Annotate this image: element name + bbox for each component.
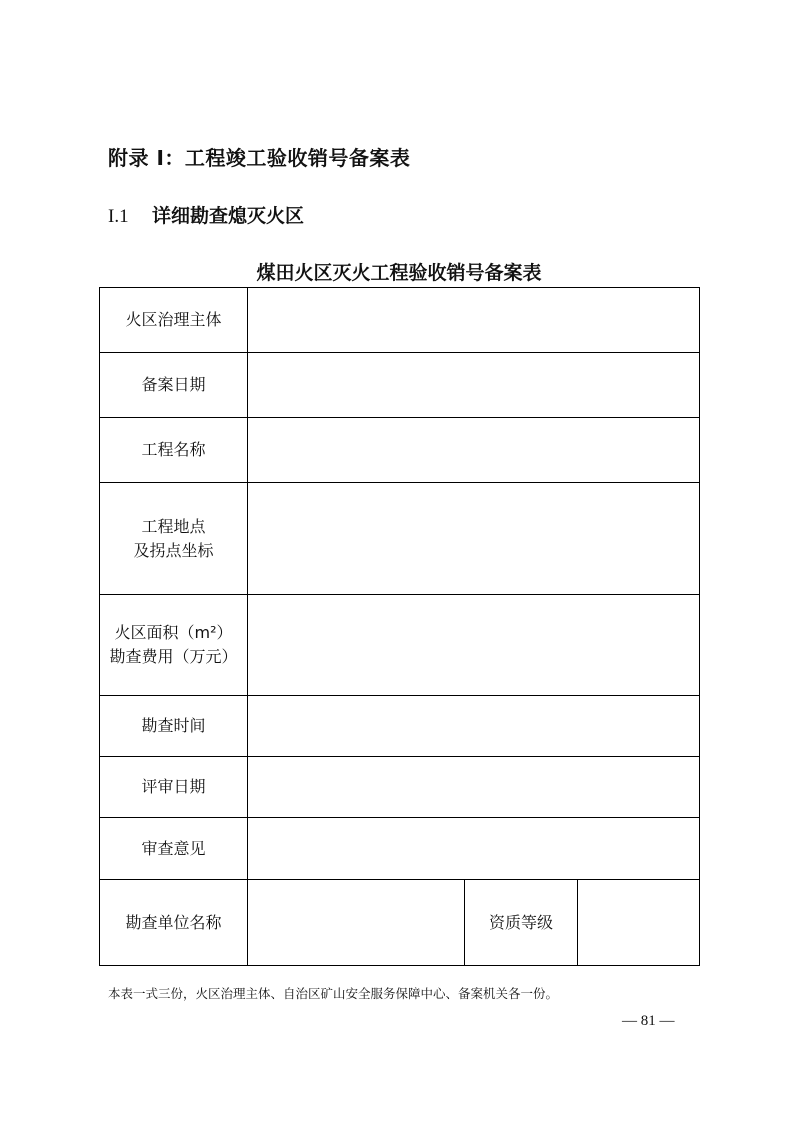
- label-location-line2: 及拐点坐标: [133, 540, 214, 560]
- table-row: [100, 818, 700, 880]
- label-cost: 勘查费用（万元）: [109, 647, 238, 666]
- filing-record-table: [99, 287, 700, 966]
- value-qualification[interactable]: [578, 880, 700, 966]
- label-review-date: 评审日期: [100, 757, 248, 818]
- table-row: [100, 595, 700, 696]
- label-filing-date: 备案日期: [100, 353, 248, 418]
- table-row: [100, 757, 700, 818]
- value-project-name[interactable]: [248, 418, 700, 483]
- label-area-cost: [100, 595, 248, 696]
- table-row: [100, 288, 700, 353]
- value-area-cost[interactable]: [248, 595, 700, 696]
- label-area: 火区面积（m²）: [114, 623, 233, 642]
- value-review-opinion[interactable]: [248, 818, 700, 880]
- label-entity: 火区治理主体: [100, 288, 248, 353]
- value-filing-date[interactable]: [248, 353, 700, 418]
- table-row: [100, 483, 700, 595]
- table-row: [100, 880, 700, 966]
- appendix-heading: 附录 I：工程竣工验收销号备案表: [108, 146, 411, 170]
- value-survey-unit[interactable]: [248, 880, 465, 966]
- section-heading: [108, 201, 304, 228]
- table-title: 煤田火区灭火工程验收销号备案表: [256, 262, 542, 284]
- label-review-opinion: 审查意见: [100, 818, 248, 880]
- label-survey-time: 勘查时间: [100, 696, 248, 757]
- table-row: [100, 418, 700, 483]
- page-number: — 81 —: [622, 1013, 675, 1029]
- table-row: [100, 696, 700, 757]
- label-location-line1: 工程地点: [141, 516, 206, 536]
- value-survey-time[interactable]: [248, 696, 700, 757]
- table-note: 本表一式三份，火区治理主体、自治区矿山安全服务保障中心、备案机关各一份。: [108, 986, 559, 1001]
- value-location[interactable]: [248, 483, 700, 595]
- label-location: [100, 483, 248, 595]
- value-review-date[interactable]: [248, 757, 700, 818]
- section-title: 详细勘查熄灭火区: [152, 205, 305, 227]
- table-row: [100, 353, 700, 418]
- value-entity[interactable]: [248, 288, 700, 353]
- label-qualification: 资质等级: [465, 880, 578, 966]
- label-survey-unit: 勘查单位名称: [100, 880, 248, 966]
- label-project-name: 工程名称: [100, 418, 248, 483]
- section-number: I.1: [108, 206, 129, 227]
